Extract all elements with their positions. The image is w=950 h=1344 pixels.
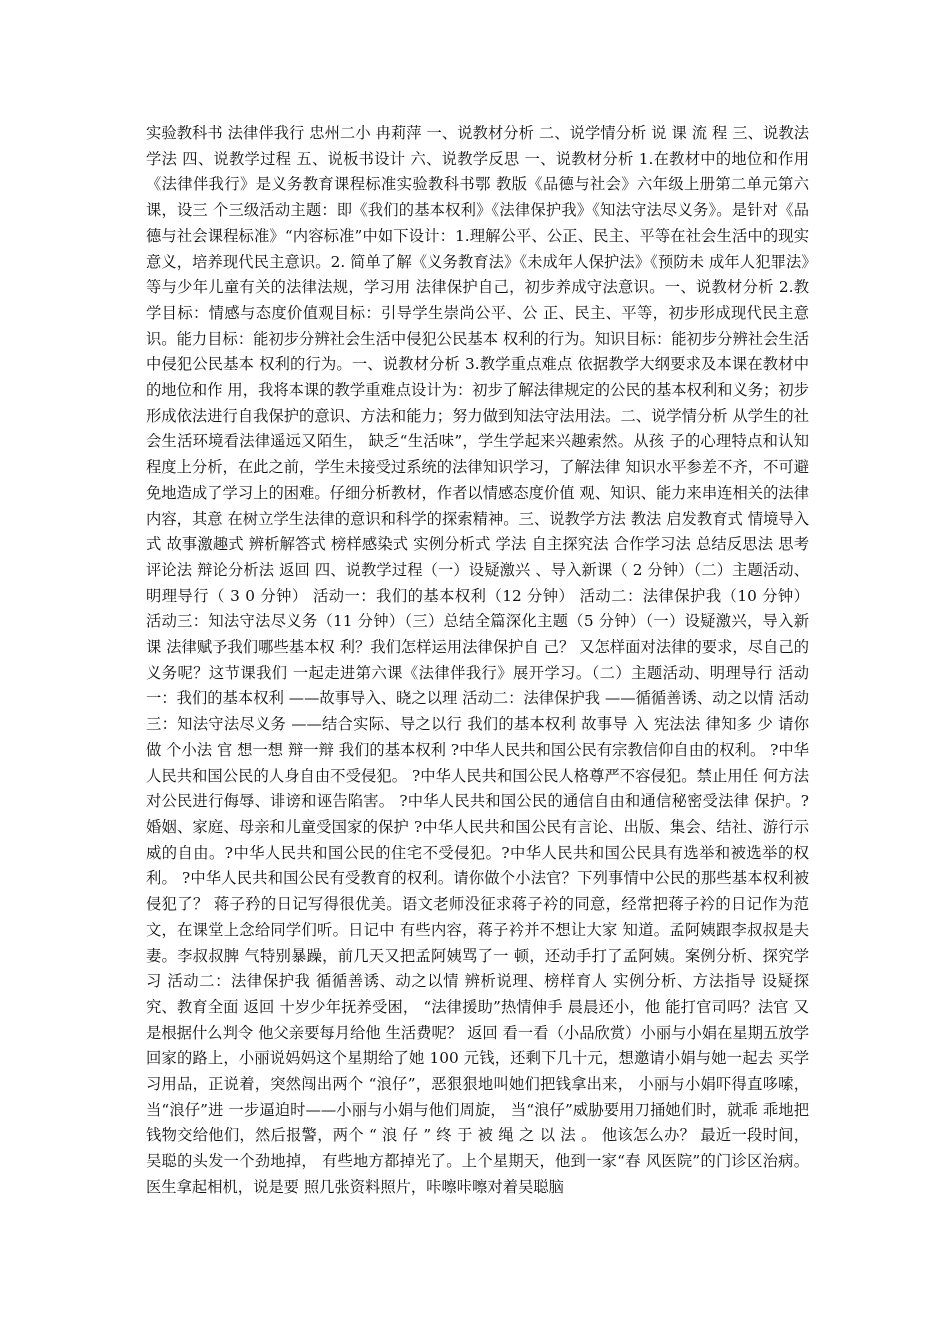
- document-body-text: 实验教科书 法律伴我行 忠州二小 冉莉萍 一、说教材分析 二、说学情分析 说 课 流 程 三、说教法学法 四、说教学过程 五、说板书设计 六、说教学反思 一、说教材分析 1.在教材中的地位和作用《法律伴我行》是义务教育课程标准实验教科书鄂 教版《品德与社会》六年级上册第二单元第六课，设三 个三级活动主题：即《我们的基本权利》《法律保护我》《知法守法尽义务》。是针对《品德与社会课程标准》“内容标准”中如下设计：1.理解公平、公正、民主、平等在社会生活中的现实意义，培养现代民主意识。2. 简单了解《义务教育法》《未成年人保护法》《预防未 成年人犯罪法》等与少年儿童有关的法律法规，学习用 法律保护自己，初步养成守法意识。一、说教材分析 2.教学目标：情感与态度价值观目标：引导学生崇尚公平、公 正、民主、平等，初步形成现代民主意识。能力目标：能初步分辨社会生活中侵犯公民基本 权利的行为。知识目标：能初步分辨社会生活中侵犯公民基本 权利的行为。一、说教材分析 3.教学重点难点 依据教学大纲要求及本课在教材中的地位和作 用，我将本课的教学重难点设计为：初步了解法律规定的公民的基本权利和义务；初步形成依法进行自我保护的意识、方法和能力；努力做到知法守法用法。二、说学情分析 从学生的社会生活环境看法律遥远又陌生， 缺乏“生活味”，学生学起来兴趣索然。从孩 子的心理特点和认知程度上分析，在此之前，学生未接受过系统的法律知识学习，了解法律 知识水平参差不齐，不可避免地造成了学习上的困难。仔细分析教材，作者以情感态度价值 观、知识、能力来串连相关的法律内容，其意 在树立学生法律的意识和科学的探索精神。三、说教学方法 教法 启发教育式 情境导入式 故事激趣式 辨析解答式 榜样感染式 实例分析式 学法 自主探究法 合作学习法 总结反思法 思考评论法 辩论分析法 返回 四、说教学过程（一）设疑激兴 、导入新课（ 2 分钟）（二）主题活动、明理导行（ 3 0 分钟） 活动一：我们的基本权利（12 分钟） 活动二：法律保护我（10 分钟） 活动三：知法守法尽义务（11 分钟）（三）总结全篇深化主题（5 分钟）（一）设疑激兴，导入新课 法律赋予我们哪些基本权 利？我们怎样运用法律保护自 己？ 又怎样面对法律的要求，尽自己的义务呢？这节课我们 一起走进第六课《法律伴我行》展开学习。（二）主题活动、明理导行 活动一：我们的基本权利 ——故事导入、晓之以理 活动二：法律保护我 ——循循善诱、动之以情 活动三：知法守法尽义务 ——结合实际、导之以行 我们的基本权利 故事导 入 宪法法 律知多 少 请你做 个小法 官 想一想 辩一辩 我们的基本权利 ?中华人民共和国公民有宗教信仰自由的权利。 ?中华人民共和国公民的人身自由不受侵犯。 ?中华人民共和国公民人格尊严不容侵犯。禁止用任 何方法对公民进行侮辱、诽谤和诬告陷害。 ?中华人民共和国公民的通信自由和通信秘密受法律 保护。?婚姻、家庭、母亲和儿童受国家的保护 ?中华人民共和国公民有言论、出版、集会、结社、游行示威的自由。?中华人民共和国公民的住宅不受侵犯。?中华人民共和国公民具有选举和被选举的权利。 ?中华人民共和国公民有受教育的权利。请你做个小法官？下列事情中公民的那些基本权利被侵犯了？ 蒋子矜的日记写得很优美。语文老师没征求蒋子衿的同意，经常把蒋子衿的日记作为范文，在课堂上念给同学们听。日记中 有些内容，蒋子衿并不想让大家 知道。孟阿姨跟李叔叔是夫妻。李叔叔脾 气特别暴躁，前几天又把孟阿姨骂了一 顿，还动手打了孟阿姨。案例分析、探究学习 活动二：法律保护我 循循善诱、动之以情 辨析说理、榜样育人 实例分析、方法指导 设疑探究、教育全面 返回 十岁少年抚养受困， “法律援助”热情伸手 晨晨还小，他 能打官司吗？法官 又是根据什么判令 他父亲要每月给他 生活费呢？ 返回 看一看（小品欣赏）小丽与小娟在星期五放学回家的路上，小丽说妈妈这个星期给了她 100 元钱，还剩下几十元，想邀请小娟与她一起去 买学习用品，正说着，突然闯出两个 “浪仔”，恶狠狠地叫她们把钱拿出来， 小丽与小娟吓得直哆嗦，当“浪仔”进 一步逼迫时——小丽与小娟与他们周旋， 当“浪仔”威胁要用刀捅她们时，就乖 乖地把钱物交给他们，然后报警，两个 “ 浪 仔 ” 终 于 被 绳 之 以 法 。 他该怎么办？ 最近一段时间，吴聪的头发一个劲地掉， 有些地方都掉光了。上个星期天，他到一家“春 风医院”的门诊区治病。医生拿起相机，说是要 照几张资料照片，咔嚓咔嚓对着吴聪脑: [146, 124, 809, 1196]
- document-page: [146, 121, 809, 1201]
